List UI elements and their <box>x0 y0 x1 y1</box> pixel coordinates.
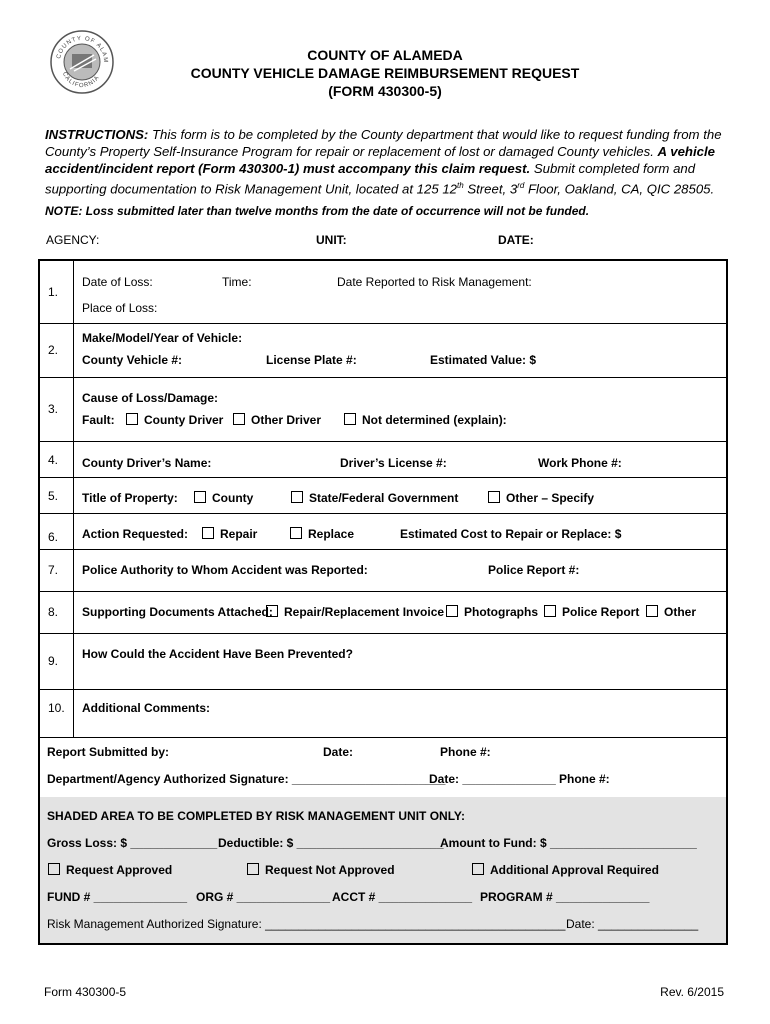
option-label: Police Report <box>562 605 640 619</box>
checkbox[interactable] <box>290 527 302 539</box>
signature-phone-field[interactable]: Phone #: <box>559 772 610 786</box>
license-plate-field[interactable]: License Plate #: <box>266 353 357 367</box>
row-number <box>40 377 74 441</box>
row-2 <box>40 323 726 378</box>
option-label: Repair <box>220 527 258 541</box>
checkbox[interactable] <box>233 413 245 425</box>
supporting-documents-label: Supporting Documents Attached: <box>82 605 273 619</box>
option-label: Repair/Replacement Invoice <box>284 605 445 619</box>
county-driver-checkbox[interactable] <box>126 413 223 427</box>
driver-name-field[interactable]: County Driver’s Name: <box>82 456 212 470</box>
additional-approval-checkbox[interactable] <box>472 863 659 877</box>
other-checkbox[interactable] <box>646 605 696 619</box>
option-label: County <box>212 491 254 505</box>
submission-section <box>40 737 726 798</box>
acct-field[interactable]: ACCT # ______________ <box>332 890 473 904</box>
row-num: 2. <box>48 343 59 357</box>
request-approved-checkbox[interactable] <box>48 863 172 877</box>
instructions <box>45 126 735 197</box>
time-field[interactable]: Time: <box>222 275 252 289</box>
checkbox[interactable] <box>202 527 214 539</box>
checkbox[interactable] <box>291 491 303 503</box>
row-num: 1. <box>48 285 59 299</box>
checkbox[interactable] <box>446 605 458 617</box>
row-num: 8. <box>48 605 59 619</box>
row-number <box>40 441 74 477</box>
row-number <box>40 633 74 689</box>
row-num: 7. <box>48 563 59 577</box>
option-label: Replace <box>308 527 355 541</box>
state-federal-checkbox[interactable] <box>291 491 458 505</box>
option-label: Other – Specify <box>506 491 595 505</box>
photographs-checkbox[interactable] <box>446 605 538 619</box>
header-title: COUNTY VEHICLE DAMAGE REIMBURSEMENT REQUEST <box>190 65 580 81</box>
checkbox[interactable] <box>266 605 278 617</box>
checkbox[interactable] <box>48 863 60 875</box>
place-of-loss-field[interactable]: Place of Loss: <box>82 301 158 315</box>
option-label: Additional Approval Required <box>490 863 659 877</box>
submitted-by-field[interactable]: Report Submitted by: <box>47 745 169 759</box>
agency-label[interactable]: AGENCY: <box>46 233 100 247</box>
option-label: Other Driver <box>251 413 322 427</box>
footer-revision: Rev. 6/2015 <box>660 985 724 999</box>
row-number <box>40 477 74 513</box>
row-num: 10. <box>48 701 65 715</box>
row-num: 9. <box>48 654 59 668</box>
row-num: 3. <box>48 402 59 416</box>
instructions-text: Submit completed form and supporting documentation to Risk Management Unit, located at 125 12 <box>45 161 696 197</box>
checkbox[interactable] <box>646 605 658 617</box>
rm-signature-field[interactable] <box>47 917 565 931</box>
date-of-loss-field[interactable]: Date of Loss: <box>82 275 153 289</box>
row-number <box>40 323 74 377</box>
checkbox[interactable] <box>488 491 500 503</box>
prevention-field[interactable]: How Could the Accident Have Been Prevented? <box>82 647 353 661</box>
org-field[interactable]: ORG # ______________ <box>196 890 331 904</box>
row-8 <box>40 591 726 634</box>
police-authority-field[interactable]: Police Authority to Whom Accident was Reported: <box>82 563 368 577</box>
row-1 <box>40 261 726 324</box>
row-9 <box>40 633 726 690</box>
submitted-date-field[interactable]: Date: <box>323 745 354 759</box>
row-number <box>40 689 74 737</box>
option-label: Other <box>664 605 697 619</box>
rm-signature-label: Risk Management Authorized Signature: _____________________________________________ <box>47 917 566 931</box>
row-7 <box>40 549 726 592</box>
option-label: Not determined (explain): <box>362 413 507 427</box>
department-signature-field[interactable]: Department/Agency Authorized Signature: _______________________ <box>47 772 446 786</box>
row-num: 4. <box>48 453 59 467</box>
row-number <box>40 591 74 633</box>
police-report-checkbox[interactable] <box>544 605 639 619</box>
repair-checkbox[interactable] <box>202 527 257 541</box>
option-label: State/Federal Government <box>309 491 459 505</box>
sup: th <box>457 181 464 190</box>
instructions-text: Street, 3 <box>463 181 518 197</box>
note: NOTE: Loss submitted later than twelve months from the date of occurrence will not be funded. <box>45 204 590 218</box>
header-line1: COUNTY OF ALAMEDA <box>307 47 463 63</box>
row-4 <box>40 441 726 478</box>
row-num: 5. <box>48 489 59 503</box>
other-driver-checkbox[interactable] <box>233 413 321 427</box>
replace-checkbox[interactable] <box>290 527 354 541</box>
option-label: Request Approved <box>66 863 173 877</box>
title-of-property-label: Title of Property: <box>82 491 178 505</box>
program-field[interactable]: PROGRAM # ______________ <box>480 890 650 904</box>
row-number <box>40 261 74 323</box>
checkbox[interactable] <box>344 413 356 425</box>
county-vehicle-field[interactable]: County Vehicle #: <box>82 353 183 367</box>
estimated-cost-field[interactable]: Estimated Cost to Repair or Replace: $ <box>400 527 622 541</box>
row-num: 6. <box>48 530 59 544</box>
row-6 <box>40 513 726 550</box>
svg-text:COUNTY OF ALAMEDA: COUNTY OF ALAM <box>56 35 109 64</box>
header-form-number: (FORM 430300-5) <box>328 83 442 99</box>
svg-text:CALIFORNIA: CALIFORNIA <box>60 71 102 90</box>
gross-loss-field[interactable]: Gross Loss: $ _____________ <box>47 836 218 850</box>
instructions-text: Floor, Oakland, CA, QIC 28505. <box>524 181 715 197</box>
make-model-field[interactable]: Make/Model/Year of Vehicle: <box>82 331 243 345</box>
date-reported-field[interactable]: Date Reported to Risk Management: <box>337 275 532 289</box>
claim-form <box>38 259 728 945</box>
checkbox[interactable] <box>472 863 484 875</box>
checkbox[interactable] <box>544 605 556 617</box>
checkbox[interactable] <box>126 413 138 425</box>
invoice-checkbox[interactable] <box>266 605 444 619</box>
other-specify-checkbox[interactable] <box>488 491 594 505</box>
rm-date-field[interactable]: Date: _______________ <box>566 917 699 931</box>
request-not-approved-checkbox[interactable] <box>247 863 395 877</box>
checkbox[interactable] <box>247 863 259 875</box>
risk-management-section <box>40 797 726 943</box>
unit-label[interactable]: UNIT: <box>316 233 347 247</box>
amount-to-fund-field[interactable]: Amount to Fund: $ ______________________ <box>440 836 697 850</box>
additional-comments-field[interactable]: Additional Comments: <box>82 701 210 715</box>
deductible-field[interactable]: Deductible: $ ______________________ <box>218 836 444 850</box>
cause-of-loss-field[interactable]: Cause of Loss/Damage: <box>82 391 219 405</box>
instructions-bold: A vehicle accident/incident report (Form 430300-1) must accompany this claim request. <box>45 144 715 176</box>
row-5 <box>40 477 726 514</box>
driver-license-field[interactable]: Driver’s License #: <box>340 456 447 470</box>
fault-label: Fault: <box>82 413 115 427</box>
instructions-lead: INSTRUCTIONS: <box>45 127 149 142</box>
row-10 <box>40 689 726 738</box>
option-label: Photographs <box>464 605 538 619</box>
action-requested-label: Action Requested: <box>82 527 189 541</box>
county-checkbox[interactable] <box>194 491 253 505</box>
footer-form-number: Form 430300-5 <box>44 985 127 999</box>
row-number <box>40 549 74 591</box>
date-label[interactable]: DATE: <box>498 233 534 247</box>
work-phone-field[interactable]: Work Phone #: <box>538 456 622 470</box>
sup: rd <box>517 181 525 190</box>
checkbox[interactable] <box>194 491 206 503</box>
instructions-text: This form is to be completed by the County department that would like to request funding from the County’s Property Self-Insurance Program for repair or replacement of lost or damaged County vehicles. <box>45 127 722 159</box>
option-label: County Driver <box>144 413 224 427</box>
signature-date-field[interactable]: Date: ______________ <box>429 772 556 786</box>
submitted-phone-field[interactable]: Phone #: <box>440 745 491 759</box>
row-3 <box>40 377 726 442</box>
not-determined-checkbox[interactable] <box>344 413 507 427</box>
option-label: Request Not Approved <box>265 863 395 877</box>
shaded-heading: SHADED AREA TO BE COMPLETED BY RISK MANAGEMENT UNIT ONLY: <box>47 809 466 823</box>
row-number <box>40 513 74 549</box>
fund-field[interactable]: FUND # ______________ <box>47 890 188 904</box>
police-report-number-field[interactable]: Police Report #: <box>488 563 580 577</box>
estimated-value-field[interactable]: Estimated Value: $ <box>430 353 537 367</box>
